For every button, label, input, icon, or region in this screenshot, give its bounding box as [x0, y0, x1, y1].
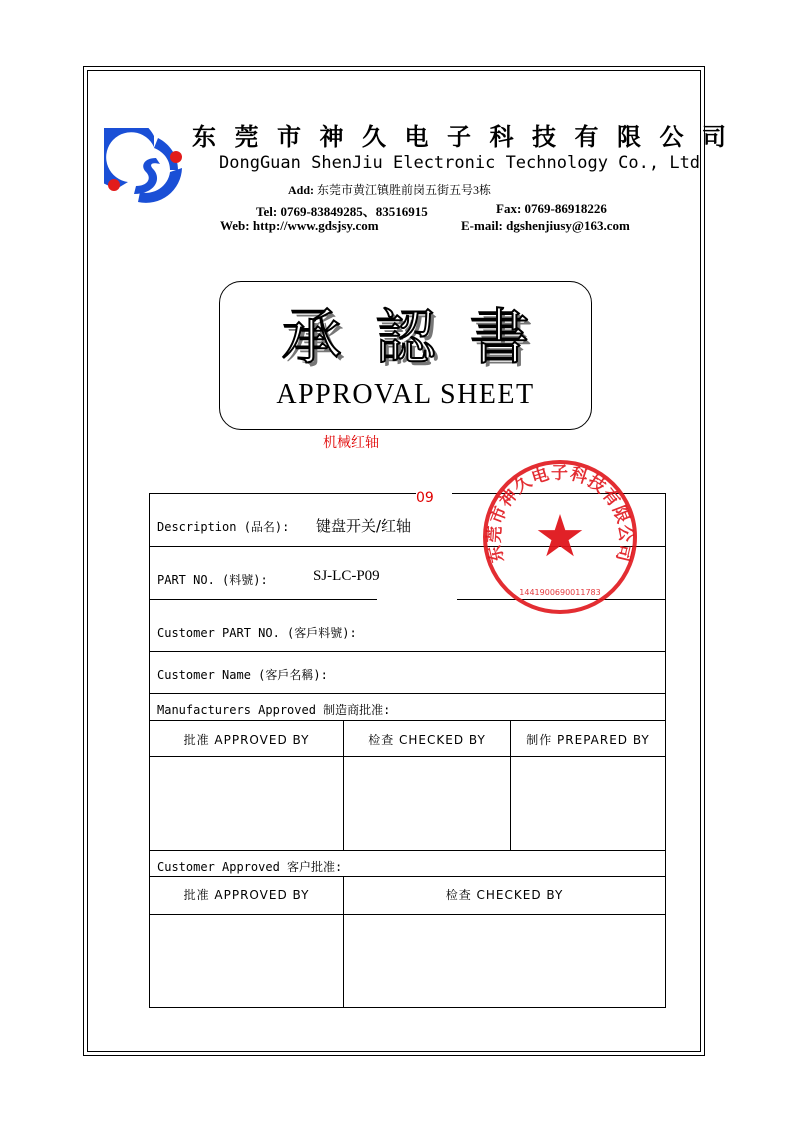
shenjiu-logo-icon	[104, 128, 188, 212]
mfr-prepared-by-header: 制作 PREPARED BY	[526, 733, 650, 747]
company-name-en: DongGuan ShenJiu Electronic Technology Co., Ltd	[219, 153, 701, 173]
company-seal-stamp	[481, 458, 639, 616]
manufacturers-approved-label: Manufacturers Approved 制造商批准:	[157, 703, 391, 717]
customer-part-no-label: Customer PART NO. (客戶料號):	[157, 626, 357, 640]
company-web: Web: http://www.gdsjsy.com	[220, 218, 379, 233]
part-no-value[interactable]: SJ-LC-P09	[313, 568, 380, 584]
row-divider	[149, 599, 377, 600]
row-divider	[149, 693, 666, 694]
seal-arc-text: 东莞市神久电子科技有限公司	[484, 463, 636, 565]
form-top-border-left	[149, 493, 416, 494]
row-divider	[149, 914, 666, 915]
company-tel: Tel: 0769-83849285、83516915	[256, 204, 428, 219]
red-number-note: 09	[416, 490, 434, 506]
company-address	[288, 181, 491, 198]
row-divider	[149, 720, 666, 721]
customer-name-label: Customer Name (客戶名稱):	[157, 668, 328, 682]
form-left-border	[149, 493, 150, 1008]
cust-approved-by-header: 批准 APPROVED BY	[183, 888, 310, 902]
part-no-label: PART NO. (料號):	[157, 573, 268, 587]
address-label: Add:	[288, 183, 315, 197]
form-bottom-border	[149, 1007, 666, 1008]
customer-approved-label: Customer Approved 客户批准:	[157, 860, 343, 874]
row-divider	[149, 651, 666, 652]
company-fax: Fax: 0769-86918226	[496, 201, 607, 216]
row-divider	[149, 876, 666, 877]
seal-star-icon: ★	[534, 502, 586, 570]
row-divider	[149, 756, 666, 757]
mfr-approved-by-header: 批准 APPROVED BY	[183, 733, 310, 747]
description-label: Description (品名):	[157, 520, 290, 534]
form-right-border	[665, 493, 666, 1008]
address-value: 东莞市黄江镇胜前岗五街五号3栋	[317, 183, 492, 197]
cust-checked-by-header: 检查 CHECKED BY	[445, 888, 564, 902]
seal-number: 1441900690011783	[519, 588, 601, 597]
description-value[interactable]: 键盘开关/红轴	[316, 517, 412, 535]
approval-title-cn: 承認書	[281, 303, 564, 373]
handwritten-red-note: 机械红轴	[323, 435, 379, 451]
mfr-checked-by-header: 检查 CHECKED BY	[368, 733, 486, 747]
approval-title-box	[219, 281, 592, 430]
company-email: E-mail: dgshenjiusy@163.com	[461, 218, 630, 233]
row-divider	[149, 850, 666, 851]
approval-title-en: APPROVAL SHEET	[276, 379, 535, 410]
company-name-cn: 东莞市神久电子科技有限公司	[192, 122, 745, 151]
